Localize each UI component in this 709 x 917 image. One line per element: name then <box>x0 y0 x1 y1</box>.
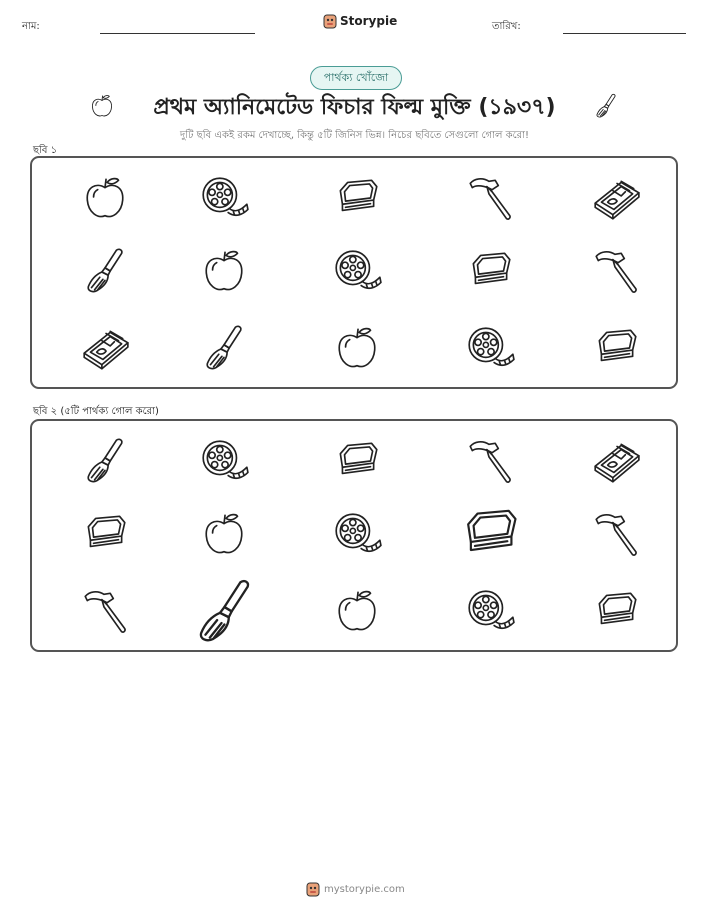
hammer-icon[interactable] <box>79 585 131 637</box>
film-reel-icon <box>464 322 516 374</box>
paintbrush-icon[interactable] <box>188 575 261 648</box>
picture1-label: ছবি ১ <box>33 145 58 156</box>
coffin-icon[interactable] <box>331 435 383 487</box>
picture2-panel[interactable] <box>30 419 678 652</box>
coffin-icon <box>331 172 383 224</box>
apple-icon[interactable] <box>198 508 250 560</box>
storypie-mascot-icon <box>306 881 320 897</box>
film-reel-icon[interactable] <box>331 508 383 560</box>
film-reel-icon[interactable] <box>464 585 516 637</box>
coffin-icon <box>590 322 642 374</box>
mousetrap-icon[interactable] <box>590 435 642 487</box>
storypie-mascot-icon <box>323 13 337 29</box>
instructions: দুটি ছবি একই রকম দেখাচ্ছে, কিন্তু ৫টি জিনিস ভিন্ন। নিচের ছবিতে সেগুলো গোল করো! <box>179 130 530 141</box>
paintbrush-icon[interactable] <box>79 435 131 487</box>
hammer-icon[interactable] <box>464 435 516 487</box>
mousetrap-icon <box>590 172 642 224</box>
film-reel-icon <box>198 172 250 224</box>
coffin-icon[interactable] <box>590 585 642 637</box>
date-field-line[interactable] <box>563 33 686 34</box>
film-reel-icon[interactable] <box>198 435 250 487</box>
coffin-icon[interactable] <box>79 508 131 560</box>
hammer-icon <box>464 172 516 224</box>
page-title: প্রথম অ্যানিমেটেড ফিচার ফিল্ম মুক্তি (১৯৩৭) <box>153 95 556 120</box>
apple-icon <box>331 322 383 374</box>
apple-icon <box>198 245 250 297</box>
paintbrush-icon <box>79 245 131 297</box>
picture2-label: ছবি ২ (৫টি পার্থক্য গোল করো) <box>33 406 159 417</box>
name-label: নাম: <box>22 21 40 32</box>
activity-badge: পার্থক্য খোঁজো <box>310 66 402 90</box>
mousetrap-icon <box>79 322 131 374</box>
coffin-icon[interactable] <box>456 500 524 568</box>
hammer-icon <box>590 245 642 297</box>
hammer-icon[interactable] <box>590 508 642 560</box>
title-paintbrush-icon <box>592 92 620 120</box>
date-label: তারিখ: <box>492 21 521 32</box>
coffin-icon <box>464 245 516 297</box>
footer-site: mystorypie.com <box>324 883 405 895</box>
name-field-line[interactable] <box>100 33 255 34</box>
apple-icon <box>79 172 131 224</box>
film-reel-icon <box>331 245 383 297</box>
picture1-panel <box>30 156 678 389</box>
storypie-logo <box>323 13 397 29</box>
brand-name: Storypie <box>340 14 398 28</box>
apple-icon[interactable] <box>331 585 383 637</box>
footer <box>306 881 405 897</box>
paintbrush-icon <box>198 322 250 374</box>
